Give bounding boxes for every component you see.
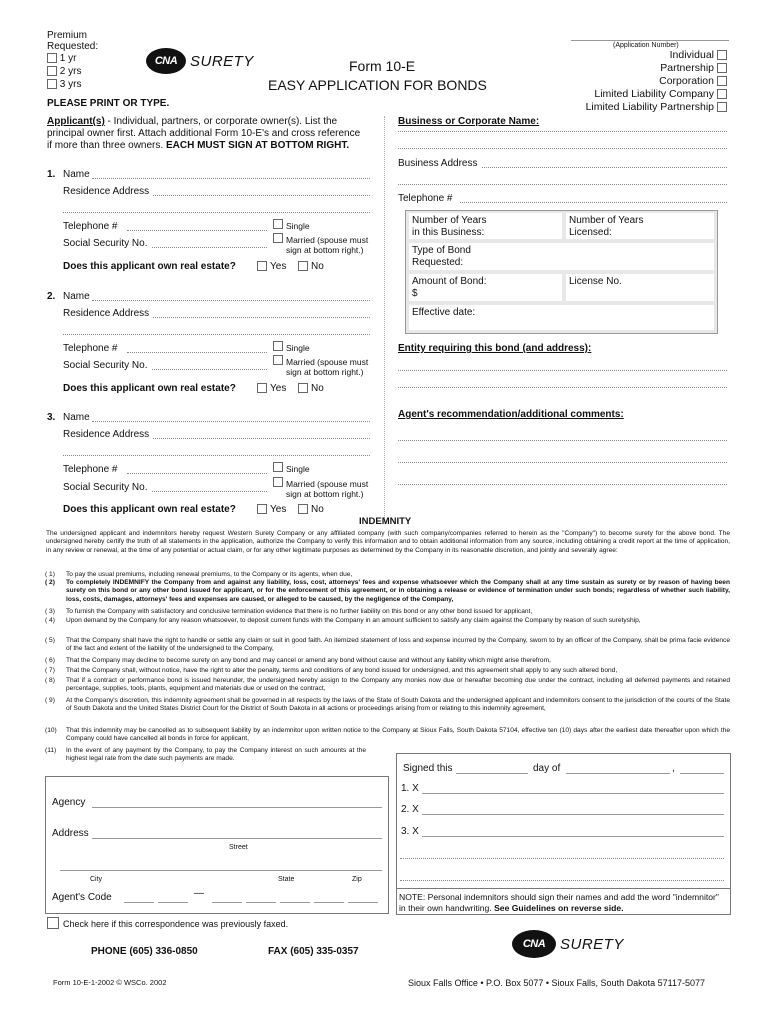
fax-number: FAX (605) 335-0357 (268, 946, 359, 957)
office-address: Sioux Falls Office • P.O. Box 5077 • Sioux Falls, South Dakota 57117-5077 (408, 978, 705, 988)
residence-address-field-2[interactable] (63, 455, 370, 456)
agent-code-field-6[interactable] (314, 902, 344, 903)
yes-label: Yes (270, 383, 287, 394)
entity-llc-label: Limited Liability Company (594, 88, 714, 100)
married-checkbox[interactable] (273, 355, 283, 365)
agency-street-field[interactable] (92, 838, 382, 839)
residence-address-field[interactable] (153, 317, 370, 318)
real-estate-yes-checkbox[interactable] (257, 383, 267, 393)
surety-wordmark: SURETY (190, 52, 254, 70)
term-option-3yrs[interactable]: 3 yrs (47, 79, 81, 90)
indemnity-clause-7: ( 7) That the Company shall, without notice, have the right to alter the penalty, terms and conditions of any bond issued for undersigned, and this agreement shall apply to any such altered bond, (45, 667, 618, 674)
agent-comments-field-3[interactable] (398, 484, 727, 485)
indemnity-clause-1: ( 1) To pay the usual premiums, including renewal premiums, to the Company or its agents, when due, (45, 571, 353, 578)
indemnitor-note-line1: NOTE: Personal indemnitors should sign their names and add the word "indemnitor" (399, 892, 719, 902)
indemnity-clause-6: ( 6) That the Company may decline to become surety on any bond and may cancel or amend any bond without cause and without any liability which might arise therefrom, (45, 657, 551, 664)
entity-partnership-label: Partnership (660, 62, 714, 74)
ssn-field[interactable] (152, 491, 267, 492)
yes-label: Yes (270, 504, 287, 515)
applicant-number: 2. (47, 291, 56, 302)
real-estate-yes-checkbox[interactable] (257, 261, 267, 271)
ssn-label: Social Security No. (63, 360, 148, 371)
agent-code-field-3[interactable] (212, 902, 242, 903)
yes-label: Yes (270, 261, 287, 272)
real-estate-no-checkbox[interactable] (298, 383, 308, 393)
telephone-label: Telephone # (63, 343, 118, 354)
applicant-number: 1. (47, 169, 56, 180)
signature-box (396, 753, 731, 915)
married-note: sign at bottom right.) (286, 489, 364, 499)
form-number: Form 10-E (349, 58, 416, 74)
agent-code-field-2[interactable] (158, 902, 188, 903)
agency-field[interactable] (92, 807, 382, 808)
signed-year-field[interactable] (680, 773, 724, 774)
date-comma: , (672, 763, 675, 774)
previously-faxed-checkbox[interactable] (47, 917, 59, 929)
entity-partnership-checkbox[interactable] (717, 63, 727, 73)
checkbox[interactable] (47, 66, 57, 76)
agent-comments-field-1[interactable] (398, 440, 727, 441)
indemnity-clause-3: ( 3) To furnish the Company with satisfactory and conclusive termination evidence that there is no further liability on this bond or any other bond issued for applicant, (45, 608, 533, 615)
married-checkbox[interactable] (273, 233, 283, 243)
signed-day-field[interactable] (456, 773, 528, 774)
business-address-field-2[interactable] (398, 184, 727, 185)
applicants-intro-line2: principal owner first. Attach additional Form 10-E's and cross reference (47, 128, 361, 139)
real-estate-no-checkbox[interactable] (298, 504, 308, 514)
entity-individual-label: Individual (669, 49, 714, 61)
agency-address-label: Address (52, 828, 89, 839)
entity-llp-checkbox[interactable] (717, 102, 727, 112)
single-checkbox[interactable] (273, 219, 283, 229)
bond-amount-field[interactable]: Amount of Bond: $ (409, 274, 562, 301)
application-number-line[interactable] (571, 40, 729, 41)
business-address-field[interactable] (482, 167, 727, 168)
business-name-field-2[interactable] (398, 148, 727, 149)
telephone-field[interactable] (127, 230, 267, 231)
real-estate-no-checkbox[interactable] (298, 261, 308, 271)
signature-2-field[interactable] (422, 814, 724, 815)
name-field[interactable] (92, 421, 370, 422)
phone-number: PHONE (605) 336-0850 (91, 946, 198, 957)
indemnity-intro: The undersigned applicant and indemnitors hereby request Western Surety Company or any affiliated company (with such company/companies referred to herein as the "Company") to become surety for the above bond. The undersigned hereby certify the truth of all statements in the application, authorize the Company to verify this information and to obtain additional information from any source, including obtaining a credit report at the time of application, in any review or renewal, at the time of any potential or actual claim, or for any other legitimate purposes as determined by the Company in its reasonable discretion, and jointly and severally agree: (46, 530, 730, 554)
previously-faxed-label: Check here if this correspondence was previously faxed. (63, 919, 289, 929)
years-in-business-field[interactable]: Number of Years in this Business: (409, 213, 562, 239)
entity-requiring-field-2[interactable] (398, 387, 727, 388)
entity-corporation-label: Corporation (659, 75, 714, 87)
telephone-field[interactable] (127, 352, 267, 353)
indemnity-clause-5: ( 5) That the Company shall have the right to handle or settle any claim or suit in good faith. An itemized statement of loss and expense incurred by the Company, sworn to by an officer of the Company, shall be prima facie evidence of the fact and extent of the liability of the undersigned to the Company, (45, 637, 730, 653)
signed-this-label: Signed this (403, 763, 453, 774)
cna-surety-logo (146, 48, 254, 74)
signature-1-label: 1. X (401, 783, 419, 794)
term-option-2yrs[interactable]: 2 yrs (47, 66, 81, 77)
single-label: Single (286, 464, 310, 474)
agent-code-dash: — (194, 888, 204, 899)
residence-address-field-2[interactable] (63, 334, 370, 335)
checkbox[interactable] (47, 79, 57, 89)
form-title: EASY APPLICATION FOR BONDS (268, 77, 487, 93)
no-label: No (311, 261, 324, 272)
state-label: State (278, 876, 295, 883)
name-label: Name (63, 291, 90, 302)
residence-address-field[interactable] (153, 438, 370, 439)
signature-2-label: 2. X (401, 804, 419, 815)
married-label: Married (spouse must (286, 479, 369, 489)
single-checkbox[interactable] (273, 462, 283, 472)
residence-address-field[interactable] (153, 195, 370, 196)
business-name-field[interactable] (398, 131, 727, 132)
print-instruction: PLEASE PRINT OR TYPE. (47, 98, 170, 109)
indemnity-clause-10: (10) That this indemnity may be cancelled as to subsequent liability by an indemnitor upon written notice to the Company at Sioux Falls, South Dakota 57104, effective ten (10) days after the earliest date thereafter upon which the Company could have cancelled all bonds in force for applicant, (45, 727, 730, 743)
name-field[interactable] (92, 300, 370, 301)
indemnity-clause-9: ( 9) At the Company's discretion, this indemnity agreement shall be governed in all respects by the laws of the State of South Dakota and the undersigned applicant and indemnitors consent to the jurisdiction of the courts of the State of South Dakota and the United States District Court for the District of South Dakota in all actions or proceedings arising from or relating to this indemnity agreement, (45, 697, 730, 713)
signature-extra-field-1[interactable] (400, 858, 724, 859)
name-label: Name (63, 169, 90, 180)
applicants-intro-line1: Applicant(s) - Individual, partners, or corporate owner(s). List the (47, 116, 338, 127)
no-label: No (311, 504, 324, 515)
telephone-label: Telephone # (63, 221, 118, 232)
years-licensed-field[interactable]: Number of Years Licensed: (566, 213, 714, 239)
signature-3-field[interactable] (422, 836, 724, 837)
applicant-number: 3. (47, 412, 56, 423)
telephone-field[interactable] (127, 473, 267, 474)
single-checkbox[interactable] (273, 341, 283, 351)
note-divider (396, 888, 731, 889)
ssn-label: Social Security No. (63, 238, 148, 249)
effective-date-field[interactable]: Effective date: (409, 305, 714, 330)
agency-label: Agency (52, 797, 86, 808)
residence-address-label: Residence Address (63, 308, 150, 319)
indemnity-heading: INDEMNITY (359, 516, 412, 527)
agent-code-field-1[interactable] (124, 902, 154, 903)
ssn-field[interactable] (152, 369, 267, 370)
single-label: Single (286, 343, 310, 353)
indemnity-clause-8: ( 8) That if a contract or performance bond is issued hereunder, the undersigned hereby assign to the Company any monies now due or hereafter becoming due under the contract, including all deferred payments and retained percentage, supplies, tools, plants, equipment and materials due or used on the contract, (45, 677, 730, 693)
entity-llc-checkbox[interactable] (717, 89, 727, 99)
real-estate-yes-checkbox[interactable] (257, 504, 267, 514)
name-label: Name (63, 412, 90, 423)
single-label: Single (286, 221, 310, 231)
entity-requiring-label: Entity requiring this bond (and address): (398, 343, 592, 354)
indemnity-clause-11: (11) In the event of any payment by the Company, to pay the Company interest on such amounts at the highest legal rate from the date such payments are made. (45, 747, 366, 763)
agent-code-label: Agent's Code (52, 892, 112, 903)
agent-recommendation-label: Agent's recommendation/additional comments: (398, 409, 624, 420)
business-telephone-label: Telephone # (398, 193, 453, 204)
column-divider (384, 116, 385, 524)
business-address-label: Business Address (398, 158, 478, 169)
married-checkbox[interactable] (273, 477, 283, 487)
license-number-field[interactable]: License No. (566, 274, 714, 301)
real-estate-question: Does this applicant own real estate? (63, 383, 236, 394)
cna-surety-footer-logo (512, 930, 624, 958)
day-of-label: day of (533, 763, 561, 774)
ssn-label: Social Security No. (63, 482, 148, 493)
application-number-label: (Application Number) (613, 42, 679, 49)
signature-1-field[interactable] (422, 793, 724, 794)
term-option-1yr[interactable]: 1 yr (47, 53, 76, 64)
entity-requiring-field-1[interactable] (398, 370, 727, 371)
real-estate-question: Does this applicant own real estate? (63, 261, 236, 272)
city-label: City (90, 876, 103, 883)
bond-type-field[interactable]: Type of Bond Requested: (409, 243, 714, 270)
business-name-label: Business or Corporate Name: (398, 116, 540, 127)
agency-city-state-zip-field[interactable] (60, 870, 382, 871)
business-telephone-field[interactable] (460, 202, 727, 203)
married-label: Married (spouse must (286, 235, 369, 245)
residence-address-label: Residence Address (63, 429, 150, 440)
married-note: sign at bottom right.) (286, 245, 364, 255)
married-note: sign at bottom right.) (286, 367, 364, 377)
agent-code-field-5[interactable] (280, 902, 310, 903)
checkbox[interactable] (47, 53, 57, 63)
real-estate-question: Does this applicant own real estate? (63, 504, 236, 515)
signature-3-label: 3. X (401, 826, 419, 837)
zip-label: Zip (352, 876, 362, 883)
agent-comments-field-2[interactable] (398, 462, 727, 463)
indemnitor-note-line2: in their own handwriting. See Guidelines on reverse side. (399, 903, 624, 913)
residence-address-label: Residence Address (63, 186, 150, 197)
indemnity-clause-2: ( 2) To completely INDEMNIFY the Company from and against any liability, loss, cost, attorneys' fees and expense whatsoever which the Company shall at any time sustain as surety or by reason of having been surety on this bond or any other bond issued for applicant, or for the enforcement of this agreement, or in obtaining a release or evidence of termination under such bonds; regardless of whether such liability, loss, costs, damages, attorneys' fees and expenses are caused, or alleged to be caused, by the negligence of the Company, (45, 579, 730, 603)
entity-individual-checkbox[interactable] (717, 50, 727, 60)
name-field[interactable] (92, 178, 370, 179)
signature-extra-field-2[interactable] (400, 880, 724, 881)
form-code: Form 10-E-1-2002 © WSCo. 2002 (53, 978, 167, 987)
ssn-field[interactable] (152, 247, 267, 248)
premium-label: Premium (47, 30, 88, 41)
cna-logo-mark: CNA (146, 48, 186, 74)
street-label: Street (229, 844, 248, 851)
agent-code-field-7[interactable] (348, 902, 378, 903)
residence-address-field-2[interactable] (63, 212, 370, 213)
entity-llp-label: Limited Liability Partnership (585, 101, 714, 113)
requested-label: Requested: (47, 41, 99, 52)
indemnity-clause-4: ( 4) Upon demand by the Company for any reason whatsoever, to deposit current funds with the Company in an amount sufficient to satisfy any claim against the Company by reason of such suretyship, (45, 617, 641, 624)
entity-corporation-checkbox[interactable] (717, 76, 727, 86)
signed-month-field[interactable] (566, 773, 670, 774)
agent-code-field-4[interactable] (246, 902, 276, 903)
cna-logo-mark: CNA (512, 930, 556, 958)
married-label: Married (spouse must (286, 357, 369, 367)
surety-wordmark: SURETY (560, 935, 624, 953)
applicants-intro-line3: if more than three owners. EACH MUST SIGN AT BOTTOM RIGHT. (47, 140, 350, 151)
no-label: No (311, 383, 324, 394)
telephone-label: Telephone # (63, 464, 118, 475)
